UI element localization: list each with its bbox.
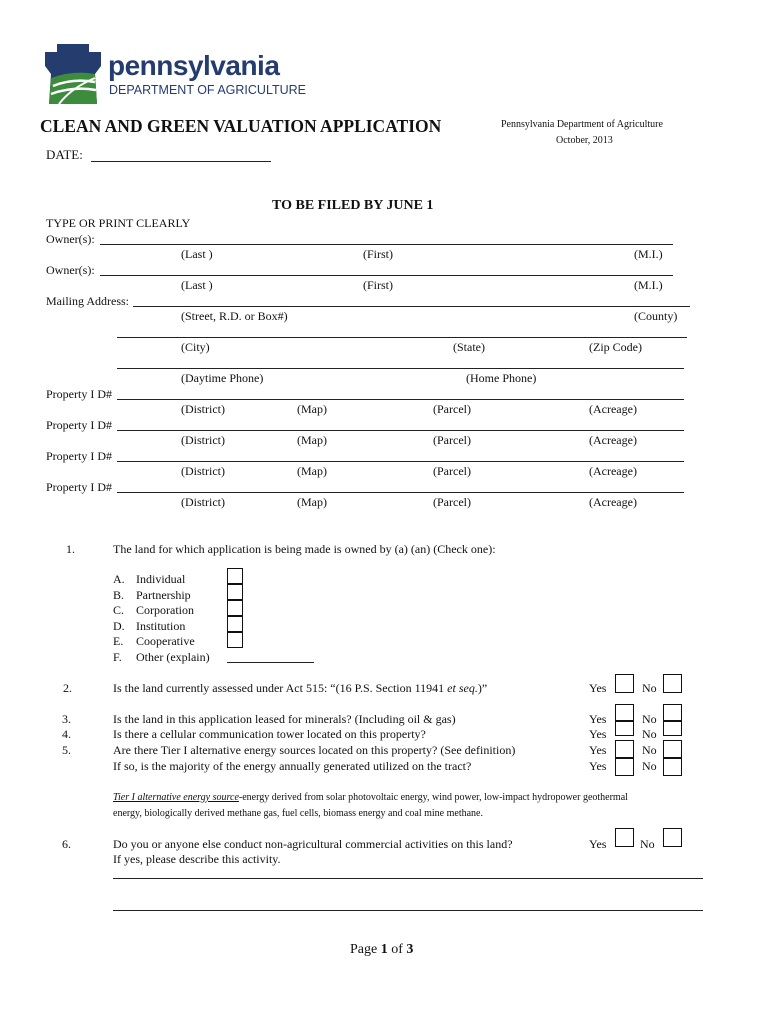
no-label: No: [642, 759, 657, 773]
page-number: Page 1 of 3: [350, 942, 414, 957]
definition-line-2: energy, biologically derived methane gas, fuel cells, biomass energy and coal mine methane.: [113, 808, 483, 819]
parcel-caption: (Parcel): [433, 433, 471, 447]
option-letter: D.: [113, 619, 125, 633]
acreage-caption: (Acreage): [589, 433, 637, 447]
property-id-field[interactable]: [117, 461, 684, 462]
property-id-field[interactable]: [117, 430, 684, 431]
activity-description-field[interactable]: [113, 910, 703, 911]
q2-yes-checkbox[interactable]: [615, 674, 634, 693]
street-caption: (Street, R.D. or Box#): [181, 309, 288, 323]
definition-line-1: Tier I alternative energy source-energy derived from solar photovoltaic energy, wind power, low-impact hydropower geothermal: [113, 792, 628, 803]
zip-caption: (Zip Code): [589, 340, 642, 354]
instructions: TYPE OR PRINT CLEARLY: [46, 216, 191, 230]
q6-yes-checkbox[interactable]: [615, 828, 634, 847]
parcel-caption: (Parcel): [433, 402, 471, 416]
no-label: No: [642, 727, 657, 741]
activity-description-field[interactable]: [113, 878, 703, 879]
checkbox-cooperative[interactable]: [227, 632, 243, 648]
option-cooperative: Cooperative: [136, 634, 195, 648]
q5-number: 5.: [62, 743, 71, 757]
issue-date: October, 2013: [556, 135, 613, 146]
q4-number: 4.: [62, 727, 71, 741]
q1-text: The land for which application is being made is owned by (a) (an) (Check one):: [113, 542, 496, 556]
agency-name: Pennsylvania Department of Agriculture: [501, 119, 663, 130]
q5b-no-checkbox[interactable]: [663, 758, 682, 776]
map-caption: (Map): [297, 402, 327, 416]
acreage-caption: (Acreage): [589, 402, 637, 416]
acreage-caption: (Acreage): [589, 495, 637, 509]
q6-text: Do you or anyone else conduct non-agricultural commercial activities on this land?: [113, 837, 513, 851]
q3-no-checkbox[interactable]: [663, 704, 682, 721]
q6-no-checkbox[interactable]: [663, 828, 682, 847]
property-id-label: Property I D#: [46, 387, 112, 401]
option-letter: B.: [113, 588, 125, 602]
yes-label: Yes: [589, 727, 607, 741]
q1-number: 1.: [66, 542, 75, 556]
owner-last-caption: (Last ): [181, 278, 213, 292]
checkbox-institution[interactable]: [227, 616, 243, 632]
q3-text: Is the land in this application leased for minerals? (Including oil & gas): [113, 712, 456, 726]
state-caption: (State): [453, 340, 485, 354]
q5-subtext: If so, is the majority of the energy annually generated utilized on the tract?: [113, 759, 472, 773]
option-institution: Institution: [136, 619, 186, 633]
parcel-caption: (Parcel): [433, 464, 471, 478]
option-other: Other (explain): [136, 650, 210, 664]
checkbox-individual[interactable]: [227, 568, 243, 584]
option-letter: E.: [113, 634, 124, 648]
option-letter: C.: [113, 603, 125, 617]
option-corporation: Corporation: [136, 603, 194, 617]
q4-no-checkbox[interactable]: [663, 721, 682, 736]
q2-no-checkbox[interactable]: [663, 674, 682, 693]
other-explain-field[interactable]: [227, 662, 314, 663]
property-id-label: Property I D#: [46, 480, 112, 494]
property-id-label: Property I D#: [46, 418, 112, 432]
owner-field[interactable]: [100, 244, 673, 245]
yes-label: Yes: [589, 759, 607, 773]
acreage-caption: (Acreage): [589, 464, 637, 478]
q5b-yes-checkbox[interactable]: [615, 758, 634, 776]
parcel-caption: (Parcel): [433, 495, 471, 509]
yes-label: Yes: [589, 712, 607, 726]
logo-dept: DEPARTMENT OF AGRICULTURE: [109, 83, 307, 97]
daytime-phone-caption: (Daytime Phone): [181, 371, 264, 385]
owner-mi-caption: (M.I.): [634, 247, 663, 261]
street-field[interactable]: [133, 306, 690, 307]
no-label: No: [642, 681, 657, 695]
option-letter: F.: [113, 650, 122, 664]
no-label: No: [642, 712, 657, 726]
owner-first-caption: (First): [363, 247, 393, 261]
map-caption: (Map): [297, 495, 327, 509]
q6-number: 6.: [62, 837, 71, 851]
checkbox-corporation[interactable]: [227, 600, 243, 616]
q3-yes-checkbox[interactable]: [615, 704, 634, 721]
owner-mi-caption: (M.I.): [634, 278, 663, 292]
city-caption: (City): [181, 340, 210, 354]
district-caption: (District): [181, 433, 225, 447]
property-id-field[interactable]: [117, 399, 684, 400]
map-caption: (Map): [297, 433, 327, 447]
owner-first-caption: (First): [363, 278, 393, 292]
option-individual: Individual: [136, 572, 186, 586]
district-caption: (District): [181, 495, 225, 509]
logo-name: pennsylvania: [108, 50, 280, 81]
map-caption: (Map): [297, 464, 327, 478]
checkbox-partnership[interactable]: [227, 584, 243, 600]
q6-subtext: If yes, please describe this activity.: [113, 852, 281, 866]
yes-label: Yes: [589, 681, 607, 695]
q5-yes-checkbox[interactable]: [615, 740, 634, 758]
yes-label: Yes: [589, 743, 607, 757]
property-id-label: Property I D#: [46, 449, 112, 463]
filing-deadline: TO BE FILED BY JUNE 1: [272, 198, 434, 213]
q4-yes-checkbox[interactable]: [615, 721, 634, 736]
date-label: DATE:: [46, 147, 83, 162]
phone-field[interactable]: [117, 368, 684, 369]
keystone-icon: [45, 44, 101, 104]
city-field[interactable]: [117, 337, 687, 338]
no-label: No: [642, 743, 657, 757]
q5-no-checkbox[interactable]: [663, 740, 682, 758]
date-field[interactable]: [91, 161, 271, 162]
yes-label: Yes: [589, 837, 607, 851]
no-label: No: [640, 837, 655, 851]
mailing-address-label: Mailing Address:: [46, 294, 129, 308]
home-phone-caption: (Home Phone): [466, 371, 537, 385]
owner-field[interactable]: [100, 275, 673, 276]
property-id-field[interactable]: [117, 492, 684, 493]
county-caption: (County): [634, 309, 678, 323]
owner-label: Owner(s):: [46, 232, 95, 246]
option-partnership: Partnership: [136, 588, 191, 602]
q4-text: Is there a cellular communication tower located on this property?: [113, 727, 426, 741]
option-letter: A.: [113, 572, 125, 586]
q2-text: Is the land currently assessed under Act 515: “(16 P.S. Section 11941 et seq.)”: [113, 681, 488, 695]
page-title: CLEAN AND GREEN VALUATION APPLICATION: [40, 116, 442, 136]
district-caption: (District): [181, 464, 225, 478]
q5-text: Are there Tier I alternative energy sources located on this property? (See definition): [113, 743, 516, 757]
q2-number: 2.: [63, 681, 72, 695]
district-caption: (District): [181, 402, 225, 416]
q3-number: 3.: [62, 712, 71, 726]
owner-label: Owner(s):: [46, 263, 95, 277]
owner-last-caption: (Last ): [181, 247, 213, 261]
